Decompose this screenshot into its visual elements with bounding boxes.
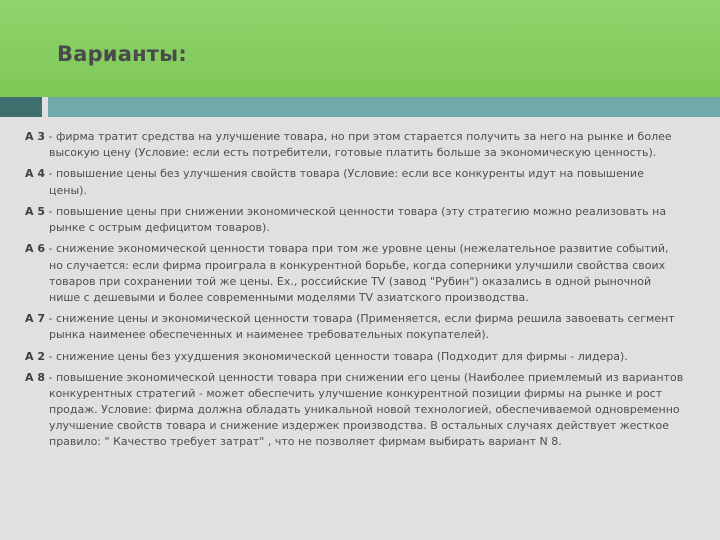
variant-item-a4 — [25, 166, 685, 198]
variant-item-a2 — [25, 349, 685, 365]
variant-text: - снижение экономической ценности товара при том же уровне цены (нежелательное развитие событий, но случается: если фирма проиграла в конкурентной борьбе, когда соперники улучшили свойства своих товаров при сохранении той же цены. Ex., российские TV (завод "Рубин") оказались в одной рыночной нише с дешевыми и более современными моделями TV азиатского производства. — [45, 242, 669, 304]
accent-band-marker — [0, 97, 42, 117]
variant-item-a6 — [25, 241, 685, 305]
variant-text: - повышение цены без улучшения свойств товара (Условие: если все конкуренты идут на повышение цены). — [45, 167, 644, 197]
variant-item-a5 — [25, 204, 685, 236]
variant-item-a3 — [25, 129, 685, 161]
title-banner — [0, 0, 720, 97]
variant-code: А 7 — [25, 312, 45, 326]
variant-code: А 6 — [25, 242, 45, 256]
variant-code: А 4 — [25, 167, 45, 181]
variant-text: - снижение цены без ухудшения экономической ценности товара (Подходит для фирмы - лидера). — [45, 349, 628, 363]
variant-code: А 5 — [25, 204, 45, 218]
accent-band — [0, 97, 720, 117]
variant-code: А 2 — [25, 349, 45, 363]
variant-item-a7 — [25, 311, 685, 343]
accent-band-divider — [42, 97, 48, 117]
variant-text: - фирма тратит средства на улучшение товара, но при этом старается получить за него на рынке и более высокую цену (Условие: если есть потребители, готовые платить больше за экономическую ценность). — [45, 130, 672, 160]
variant-code: А 3 — [25, 130, 45, 143]
variant-text: - снижение цены и экономической ценности товара (Применяется, если фирма решила завоевать сегмент рынка наименее обеспеченных и наименее требовательных покупателей). — [45, 312, 675, 342]
variants-list — [25, 129, 685, 456]
slide-title: Варианты: — [57, 42, 187, 66]
variant-text: - повышение экономической ценности товара при снижении его цены (Наиболее приемлемый из вариантов конкурентных стратегий - может обеспечить улучшение конкурентной позиции фирмы на рынке и рост продаж. Условие: фирма должна обладать уникальной новой технологией, обеспечиваемой одновременно улучшение свойств товара и снижение издержек производства. В остальных случаях действует жесткое правило: " Качество требует затрат" , что не позволяет фирмам выбирать вариант N 8. — [45, 371, 684, 449]
variant-item-a8 — [25, 370, 685, 450]
variant-text: - повышение цены при снижении экономической ценности товара (эту стратегию можно реализовать на рынке с острым дефицитом товаров). — [45, 204, 667, 235]
variant-code: А 8 — [25, 371, 45, 384]
